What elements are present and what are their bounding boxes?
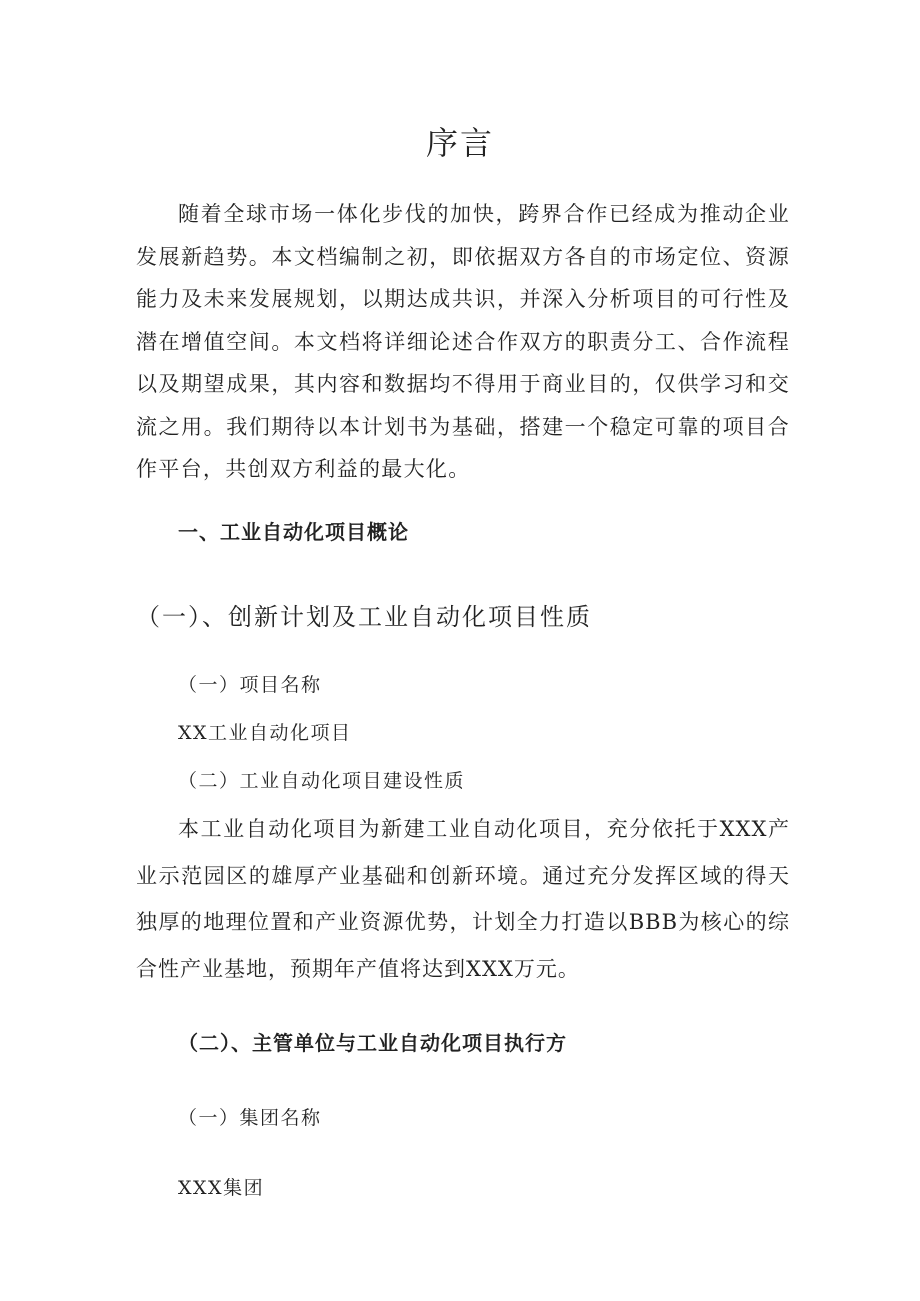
construction-nature-label: （二）工业自动化项目建设性质 [178,770,466,792]
subsection-heading-innovation-plan: （一）、创新计划及工业自动化项目性质 [136,603,592,631]
group-name-value: XXX集团 [178,1177,265,1199]
project-name-label: （一）项目名称 [178,674,322,696]
project-name-value: XX工业自动化项目 [178,722,352,744]
group-name-label: （一）集团名称 [178,1107,322,1129]
construction-nature-paragraph: 本工业自动化项目为新建工业自动化项目，充分依托于XXX产业示范园区的雄厚产业基础和创新环境。通过充分发挥区域的得天独厚的地理位置和产业资源优势，计划全力打造以BBB为核心的综合性产业基地，预期年产值将达到XXX万元。 [136,817,790,981]
subsection-heading-executing-party: （二）、主管单位与工业自动化项目执行方 [178,1031,567,1055]
document-title: 序言 [425,124,494,162]
section-heading-overview: 一、工业自动化项目概论 [178,520,409,544]
preface-paragraph: 随着全球市场一体化步伐的加快，跨界合作已经成为推动企业发展新趋势。本文档编制之初，即依据双方各自的市场定位、资源能力及未来发展规划，以期达成共识，并深入分析项目的可行性及潜在增值空间。本文档将详细论述合作双方的职责分工、合作流程以及期望成果，其内容和数据均不得用于商业目的，仅供学习和交流之用。我们期待以本计划书为基础，搭建一个稳定可靠的项目合作平台，共创双方利益的最大化。 [136,202,790,481]
